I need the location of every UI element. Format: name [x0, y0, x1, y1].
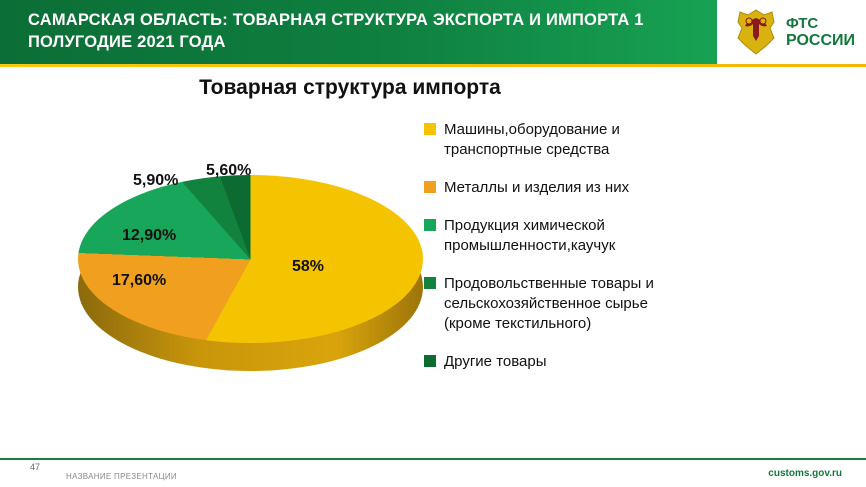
legend-swatch-metals [424, 181, 436, 193]
footer-divider [0, 458, 866, 460]
pie-label-chemicals: 12,90% [122, 227, 177, 244]
legend-swatch-machines [424, 123, 436, 135]
legend-item [424, 216, 854, 256]
slide-number: 47 [30, 462, 41, 472]
legend-item [424, 352, 854, 372]
logo-block [722, 0, 866, 64]
legend-label-food: Продовольственные товары и сельскохозяйственное сырье (кроме текстильного) [444, 275, 654, 332]
pie-chart-top [78, 175, 423, 343]
header-banner [0, 0, 717, 64]
pie-label-metals: 17,60% [112, 272, 167, 289]
logo-text [786, 15, 855, 49]
pie-label-machines: 58% [292, 258, 325, 275]
legend-item [424, 274, 854, 334]
legend-label-other: Другие товары [444, 353, 547, 370]
pie-slices [78, 175, 423, 343]
header-divider [717, 0, 720, 64]
legend-item [424, 120, 854, 160]
slide-header [0, 0, 866, 64]
pie-label-food: 5,90% [133, 172, 179, 189]
chart-legend [424, 120, 854, 390]
legend-label-chemicals: Продукция химической промышленности,каучук [444, 217, 616, 254]
logo-line-2: РОССИИ [786, 32, 856, 49]
legend-swatch-chemicals [424, 219, 436, 231]
legend-swatch-other [424, 355, 436, 367]
legend-label-machines: Машины,оборудование и транспортные средства [444, 121, 620, 158]
pie-label-other: 5,60% [206, 162, 252, 179]
footer-site-link[interactable]: customs.gov.ru [768, 468, 842, 479]
legend-label-metals: Металлы и изделия из них [444, 179, 630, 196]
chart-title: Товарная структура импорта [199, 76, 501, 99]
double-headed-eagle-icon [734, 8, 778, 56]
logo-line-1: ФТС [786, 15, 819, 32]
page-title: САМАРСКАЯ ОБЛАСТЬ: ТОВАРНАЯ СТРУКТУРА ЭКСПОРТА И ИМПОРТА 1 ПОЛУГОДИЕ 2021 ГОДА [28, 11, 644, 51]
presentation-name: НАЗВАНИЕ ПРЕЗЕНТАЦИИ [66, 472, 177, 481]
header-accent-rule [0, 64, 866, 67]
legend-swatch-food [424, 277, 436, 289]
legend-item [424, 178, 854, 198]
